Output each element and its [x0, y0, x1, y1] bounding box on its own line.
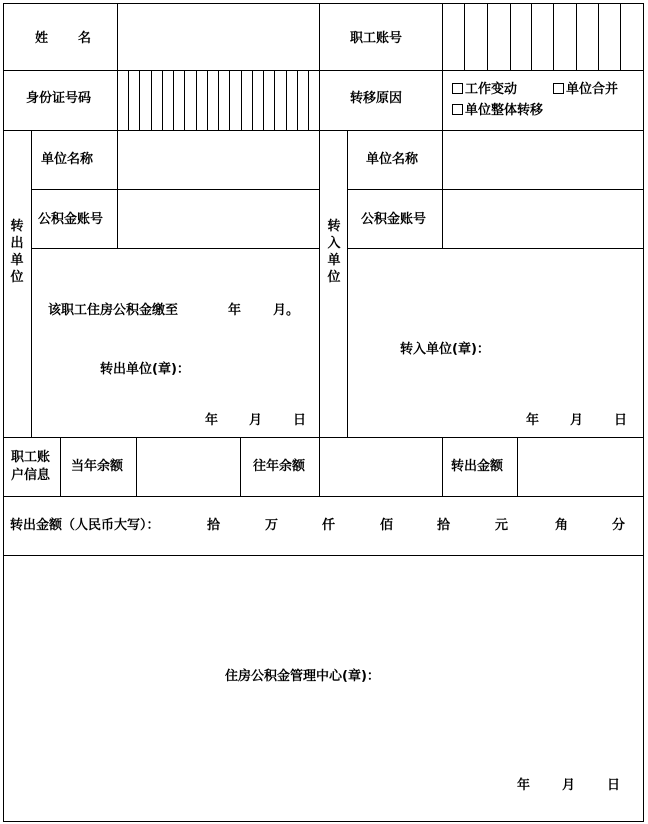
center-date-day: 日 [607, 778, 621, 793]
amount-unit-ten: 拾 [207, 518, 221, 533]
current-balance-label: 当年余额 [71, 459, 124, 474]
current-balance-field[interactable] [137, 438, 239, 495]
amount-unit-yuan: 元 [495, 518, 509, 533]
checkbox-icon[interactable] [452, 104, 463, 115]
name-field[interactable] [118, 4, 318, 69]
paid-until-month: 月。 [273, 303, 300, 318]
transfer-amount-field[interactable] [518, 438, 642, 495]
amount-unit-thousand: 仟 [322, 518, 336, 533]
in-date-year: 年 [526, 413, 540, 428]
prior-balance-label: 往年余额 [253, 459, 306, 474]
staff-account-label: 职工账号 [350, 31, 403, 46]
in-fund-account-field[interactable] [443, 190, 642, 247]
checkbox-icon[interactable] [553, 83, 564, 94]
in-date-day: 日 [614, 413, 628, 428]
amount-unit-ten-thousand: 万 [265, 518, 279, 533]
amount-unit-fen: 分 [612, 518, 626, 533]
reason-option-merger[interactable]: 单位合并 [553, 82, 618, 98]
in-unit-name-field[interactable] [443, 131, 642, 188]
in-date-month: 月 [570, 413, 584, 428]
staff-account-boxes[interactable] [443, 4, 642, 69]
transfer-out-side-label: 转出单位 [10, 219, 24, 285]
in-fund-account-label: 公积金账号 [361, 212, 427, 227]
paid-until-year: 年 [228, 303, 242, 318]
center-date-year: 年 [517, 778, 531, 793]
transfer-reason-label: 转移原因 [350, 91, 403, 106]
center-seal-label: 住房公积金管理中心(章)： [225, 669, 380, 684]
in-seal-label: 转入单位(章)： [400, 342, 490, 357]
out-seal-label: 转出单位(章)： [100, 362, 190, 377]
out-unit-name-field[interactable] [118, 131, 318, 188]
out-date-month: 月 [249, 413, 263, 428]
paid-until-text: 该职工住房公积金缴至 [48, 303, 179, 318]
id-number-boxes[interactable] [118, 71, 318, 129]
name-label-char2: 名 [78, 31, 92, 46]
amount-unit-ten-yuan: 拾 [437, 518, 451, 533]
amount-unit-hundred: 佰 [380, 518, 394, 533]
center-date-month: 月 [562, 778, 576, 793]
out-fund-account-field[interactable] [118, 190, 318, 247]
in-unit-name-label: 单位名称 [366, 152, 419, 167]
out-date-day: 日 [293, 413, 307, 428]
prior-balance-field[interactable] [320, 438, 441, 495]
amount-words-label: 转出金额（人民币大写）： [10, 518, 160, 533]
out-date-year: 年 [205, 413, 219, 428]
reason-option-job-change[interactable]: 工作变动 [452, 82, 517, 98]
account-info-label-line2: 户信息 [11, 468, 51, 483]
amount-unit-jiao: 角 [555, 518, 569, 533]
id-number-label: 身份证号码 [26, 91, 92, 106]
reason-option-whole-transfer[interactable]: 单位整体转移 [452, 103, 543, 119]
out-unit-name-label: 单位名称 [41, 152, 94, 167]
account-info-label-line1: 职工账 [11, 450, 51, 465]
transfer-in-side-label: 转入单位 [327, 219, 341, 285]
out-fund-account-label: 公积金账号 [38, 212, 104, 227]
transfer-amount-label: 转出金额 [451, 459, 504, 474]
name-label-char1: 姓 [35, 31, 49, 46]
checkbox-icon[interactable] [452, 83, 463, 94]
